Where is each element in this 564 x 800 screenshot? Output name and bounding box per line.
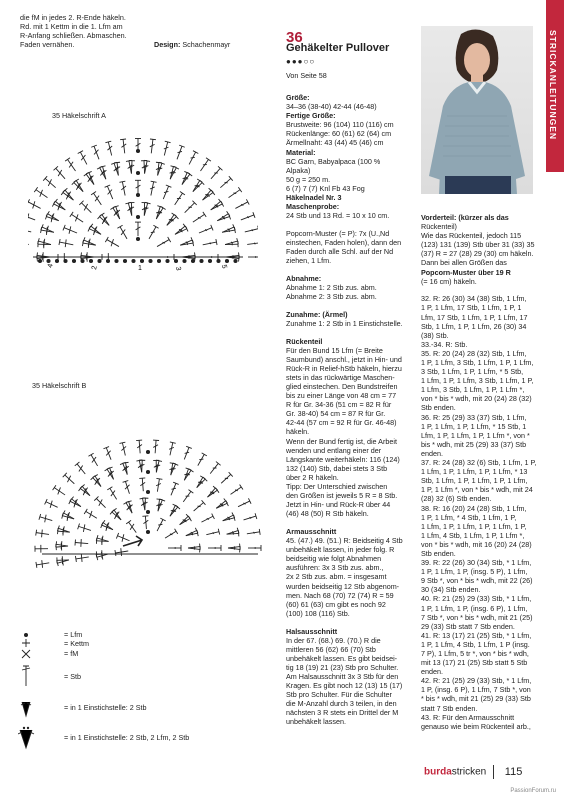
instruction-line: 7 P), 1 Lfm, 5 tr *, von * bis * wdh, — [421, 649, 529, 658]
instruction-line: Wie das Rückenteil, jedoch 115 — [421, 231, 522, 241]
instruction-line: 3 Stb, 1 Lfm, 1 P, 1 Lfm, * 5 Stb, — [421, 367, 524, 377]
instruction-line: Längskante weiterhäkeln: 116 (124) — [286, 454, 400, 464]
instruction-line: Ärmellnaht: 43 (44) 45 (46) cm — [286, 138, 384, 148]
instruction-line: (123) 131 (139) Stb über 31 (33) 35 — [421, 240, 535, 250]
instruction-line: Rück-R in Relief-hStb häkeln, hierzu — [286, 363, 402, 373]
instruction-line: enden. — [421, 448, 443, 458]
difficulty-rating: ●●●○○ — [286, 57, 316, 66]
instruction-line: Armausschnitt — [286, 527, 337, 536]
instruction-line: Stb pro Schulter. Für die Schulter — [286, 690, 392, 700]
intro-line: R-Anfang schließen. Abmaschen. — [20, 31, 127, 41]
instruction-line: 45. (47.) 49. (51.) R: Beidseitig 4 Stb — [286, 536, 403, 546]
instruction-line: 1 P, 1 Lfm, 1 P, (insg. 6 P), 1 Lfm, — [421, 603, 528, 613]
instruction-line: 42. R: 21 (25) 29 (33) Stb, * 1 Lfm, — [421, 676, 532, 686]
instruction-line: 7 Stb *, von * bis * wdh, mit 21 (25) — [421, 612, 533, 622]
chart-b-title: 35 Häkelschrift B — [32, 381, 87, 390]
instruction-line: Brustweite: 96 (104) 110 (116) cm — [286, 120, 394, 130]
instructions-column-2 — [421, 213, 546, 731]
instruction-line: 50 g = 250 m. — [286, 174, 331, 184]
instruction-line: unbehäkelt lassen, in jeder folg. R — [286, 545, 395, 555]
instruction-line: 6 (7) 7 (7) Knl Fb 43 Fog — [286, 183, 365, 193]
instruction-line: In der 67. (68.) 69. (70.) R die — [286, 635, 381, 645]
instruction-line: Stb, 1 Lfm, 1 P, 1 Lfm, 26 (30) 34 — [421, 321, 527, 331]
instruction-line: 30 (34) Stb enden. — [421, 585, 481, 595]
instruction-line: 1 P, 1 Lfm, * 4 Stb, 1 Lfm, 1 P, — [421, 512, 517, 522]
instruction-line: Abnahme: — [286, 273, 322, 283]
design-credit — [154, 40, 230, 49]
footer-brand-bold: burda — [424, 766, 452, 778]
instruction-line: (60) 61 (63) cm gibt es noch 92 — [286, 599, 386, 609]
instruction-line: 1 P, 1 Lfm, 1 P, 1 Lfm, * 15 Stb, 1 — [421, 421, 527, 431]
instruction-line — [286, 301, 416, 310]
instruction-line: 32. R: 26 (30) 34 (38) Stb, 1 Lfm, — [421, 294, 527, 304]
chart-a-row-number: 2 — [91, 265, 99, 271]
instruction-line: Abnahme 1: 2 Stb zus. abm. — [286, 282, 377, 292]
instruction-line: genauso wie beim Rückenteil arb., — [421, 721, 531, 731]
chart-a-title: 35 Häkelschrift A — [52, 111, 106, 120]
instruction-line: ausführen: 3x 3 Stb zus. abm., — [286, 563, 384, 573]
instruction-line — [286, 328, 416, 337]
instruction-line: Größe: — [286, 93, 310, 102]
instruction-line: Am Halsausschnitt 3x 3 Stb für den — [286, 672, 399, 681]
slip-stitch-icon — [22, 639, 30, 647]
instruction-line: wurden beidseitig 12 Stb abgenom- — [286, 581, 400, 591]
instruction-line: (= 16 cm) häkeln. — [421, 276, 477, 286]
single-crochet-icon — [22, 650, 30, 658]
instruction-line: Rückenteil — [286, 336, 323, 346]
instruction-line: Jetzt in Hin- und Rück-R über 44 — [286, 500, 391, 510]
two-dc-same-stitch-icon — [21, 702, 31, 716]
instruction-line: 132 (140) Stb, dabei stets 3 Stb — [286, 463, 388, 473]
page-footer — [424, 765, 522, 779]
legend-chain: = Lfm — [64, 630, 83, 639]
intro-text — [20, 13, 127, 49]
instruction-line: Popcorn-Muster (= P): 7x (U.,Nd — [286, 228, 390, 238]
instruction-line: enden. — [421, 667, 443, 677]
instruction-line: von * bis * wdh, mit 20 (24) 28 (32) — [421, 394, 532, 404]
instruction-line: Dann bei allen Größen das — [421, 258, 507, 268]
instruction-line: 33.-34. R: Stb. — [421, 339, 468, 349]
instruction-line: Wenn der Bund fertig ist, die Arbeit — [286, 436, 397, 446]
legend-2dc2ch2dc: = in 1 Einstichstelle: 2 Stb, 2 Lfm, 2 Stb — [64, 733, 190, 742]
instruction-line: tig 18 (19) 21 (23) Stb pro Schulter. — [286, 662, 399, 672]
instruction-line: über 2 R häkeln. — [286, 472, 339, 482]
instruction-line — [286, 518, 416, 527]
instruction-line: 37. R: 24 (28) 32 (6) Stb, 1 Lfm, 1 P, — [421, 458, 537, 468]
section-tab — [546, 0, 564, 172]
instruction-line: Stb enden. — [421, 403, 456, 413]
instruction-line: Faden durch alle Schl. auf der Nd — [286, 247, 394, 257]
model-photo — [421, 26, 533, 194]
instruction-line: Lfm, 1 P, 1 Lfm, 1 P, 1 Lfm *, von * — [421, 430, 530, 440]
instruction-line: Saumbund) anschl., jetzt in Hin- und — [286, 354, 402, 364]
intro-line: die fM in jedes 2. R-Ende häkeln. — [20, 13, 126, 22]
instruction-line: Stb enden. — [421, 548, 456, 558]
instruction-line: (46) 48 (50) R Stb häkeln. — [286, 509, 369, 519]
legend-sc: = fM — [64, 649, 79, 658]
instruction-line: 36. R: 25 (29) 33 (37) Stb, 1 Lfm, — [421, 412, 527, 422]
instruction-line: 1 P, 1 Lfm, 3 Stb, 1 Lfm, 1 P, 1 Lfm, — [421, 358, 534, 367]
instruction-line: glied einstechen. Den Bundstreifen — [286, 382, 398, 391]
instruction-line: Zunahme: (Ärmel) — [286, 309, 348, 319]
instruction-line: 1 P, 1 Lfm, 17 Stb, 1 Lfm, 1 P, 1 — [421, 303, 522, 313]
instruction-line: (28) 32 (6) Stb enden. — [421, 494, 492, 504]
instruction-line: 24 Stb und 13 Rd. = 10 x 10 cm. — [286, 211, 390, 221]
pattern-number: 36 — [286, 29, 303, 46]
intro-line: Faden vernähen. — [20, 40, 75, 50]
instruction-line — [286, 618, 416, 627]
instruction-line: Halsausschnitt — [286, 626, 338, 636]
design-value: Schachenmayr — [182, 40, 231, 49]
instruction-line: 43. R: Für den Armausschnitt — [421, 712, 515, 722]
instruction-line: unbehäkelt lassen. Es gibt beidsei- — [286, 653, 398, 663]
instruction-line — [421, 286, 546, 295]
instruction-line: 1 Lfm, 1 P, 1 Lfm, 1 P, 1 Lfm, * 13 — [421, 467, 528, 477]
instruction-line: einstechen, Faden holen), dann den — [286, 238, 402, 247]
instruction-line: Für den Bund 15 Lfm (= Breite — [286, 345, 383, 355]
instruction-line: men. Nach 68 (70) 72 (74) R = 59 — [286, 590, 394, 600]
instruction-line: Abnahme 2: 3 Stb zus. abm. — [286, 292, 377, 302]
watermark: PassionForum.ru — [510, 788, 556, 794]
footer-brand-rest: stricken — [451, 766, 487, 778]
instruction-line: Rückenteil) — [421, 222, 457, 232]
legend-symbols — [18, 630, 48, 770]
instruction-line: 2x 2 Stb zus. abm. = insgesamt — [286, 572, 387, 582]
instruction-line — [286, 265, 416, 274]
two-dc-two-ch-two-dc-icon — [18, 730, 34, 748]
instruction-line: Tipp: Der Unterschied zwischen — [286, 482, 388, 492]
instruction-line: bis zu einer Länge von 48 cm = 77 — [286, 391, 397, 401]
instruction-line: Stb, 1 Lfm, 1 P, 1 Lfm, 1 P, 1 Lfm, — [421, 476, 528, 486]
instruction-line: 35. R: 20 (24) 28 (32) Stb, 1 Lfm, — [421, 348, 527, 358]
chart-a-row-number: 3 — [174, 266, 182, 272]
chart-a-row-number: 5 — [220, 264, 228, 270]
instruction-line: 1 Lfm, 1 P, 1 Lfm, 1 P, 1 Lfm, 1 P, — [421, 521, 527, 531]
instruction-line: R für Gr. 34-36 (51 cm = 82 R für — [286, 400, 392, 410]
instruction-line: häkeln. — [286, 427, 310, 437]
instruction-line: von * bis * wdh, mit 16 (20) 24 (28) — [421, 539, 532, 549]
chain-stitch-icon — [24, 633, 28, 637]
legend-slip: = Kettm — [64, 639, 89, 648]
chart-a-row-number: 4 — [47, 263, 55, 269]
instruction-line: 1 Lfm, 4 Stb, 1 Lfm, 1 P, 1 Lfm *, — [421, 530, 525, 540]
instruction-line: BC Garn, Babyalpaca (100 % — [286, 156, 381, 166]
instruction-line: 39. R: 22 (26) 30 (34) Stb, * 1 Lfm, — [421, 558, 532, 568]
instruction-line: 42-44 (57 cm = 92 R für Gr. 46-48) — [286, 418, 397, 428]
instruction-line: 9 Stb *, von * bis * wdh, mit 22 (26) — [421, 576, 533, 586]
instruction-line: 34–36 (38-40) 42-44 (46-48) — [286, 102, 377, 112]
instruction-line: die M-Anzahl durch 3 teilen, in den — [286, 699, 397, 709]
instruction-line: mittleren 56 (62) 66 (70) Stb — [286, 644, 376, 654]
pattern-title: Gehäkelter Pullover — [286, 42, 390, 54]
page-number: 115 — [504, 765, 523, 778]
instruction-line: 1 Lfm, 3 Stb, 1 Lfm, 1 P, 1 Lfm *, — [421, 385, 525, 395]
instruction-line: 1 P, 1 Lfm, 1 P, (insg. 5 P), 1 Lfm, — [421, 567, 528, 577]
instruction-line: wenden und entlang einer der — [286, 445, 382, 455]
instruction-line: 40. R: 21 (25) 29 (33) Stb, * 1 Lfm, — [421, 594, 532, 604]
instruction-line — [286, 220, 416, 229]
section-tab-label: STRICKANLEITUNGEN — [548, 30, 558, 141]
instruction-line: 1 P, (insg. 6 P), 1 Lfm, 7 Stb *, von — [421, 685, 531, 695]
double-crochet-icon — [22, 666, 30, 686]
instruction-line: * bis * wdh, mit 21 (25) 29 (33) Stb — [421, 694, 531, 704]
instruction-line: (38) Stb. — [421, 330, 449, 340]
instruction-line: Alpaka) — [286, 165, 311, 175]
instruction-line: Rückenlänge: 60 (61) 62 (64) cm — [286, 129, 392, 139]
design-label: Design: — [154, 40, 181, 49]
instruction-line: (37) R = 27 (28) 29 (30) cm häkeln. — [421, 249, 534, 259]
instruction-line: den Größen ist jeweils 5 R = 8 Stb. — [286, 491, 398, 501]
instruction-line: nächsten 3 R stets ein Drittel der M — [286, 708, 399, 718]
instruction-line: 1 P, 1 Lfm *, von * bis * wdh, mit 24 — [421, 485, 533, 495]
instruction-line: beidseitig wie folgt Abnahmen — [286, 554, 382, 564]
instruction-line: ziehen, 1 Lfm. — [286, 256, 332, 266]
chart-a-row-number: 1 — [138, 265, 142, 272]
instruction-line: 29 (33) Stb statt 7 Stb enden. — [421, 621, 515, 631]
instruction-line: mit 13 (17) 21 (25) Stb statt 5 Stb — [421, 658, 528, 668]
instruction-line: unbehäkelt lassen. — [286, 717, 346, 727]
instruction-line: Kragen. Es gibt noch 12 (13) 15 (17) — [286, 681, 403, 691]
model-illustration — [421, 26, 533, 194]
instructions-column-1 — [286, 93, 416, 727]
instruction-line: Material: — [286, 147, 316, 157]
instruction-line: Häkelnadel Nr. 3 — [286, 193, 342, 203]
instruction-line: 38. R: 16 (20) 24 (28) Stb, 1 Lfm, — [421, 503, 527, 513]
instruction-line: Popcorn-Muster über 19 R — [421, 267, 511, 277]
instruction-line: Fertige Größe: — [286, 111, 336, 121]
instruction-line: (100) 108 (116) Stb. — [286, 608, 350, 618]
instruction-line: Lfm, 17 Stb, 1 Lfm, 1 P, 1 Lfm, 17 — [421, 312, 528, 322]
instruction-line: bis * wdh, mit 25 (29) 33 (37) Stb — [421, 439, 527, 449]
from-page: Von Seite 58 — [286, 71, 327, 80]
legend-dc: = Stb — [64, 672, 81, 681]
instruction-line: 1 Lfm, 1 P, 1 Lfm, 3 Stb, 1 Lfm, 1 P, — [421, 376, 534, 386]
instruction-line: Vorderteil: (kürzer als das — [421, 213, 509, 222]
instruction-line: 41. R: 13 (17) 21 (25) Stb, * 1 Lfm, — [421, 630, 532, 640]
instruction-line: Maschenprobe: — [286, 202, 340, 212]
crochet-chart-b — [28, 396, 268, 576]
instruction-line: stets in das rückwärtige Maschen- — [286, 372, 395, 382]
legend-2dc: = in 1 Einstichstelle: 2 Stb — [64, 703, 147, 712]
crochet-chart-a — [28, 125, 258, 275]
instruction-line: Zunahme 1: 2 Stb in 1 Einstichstelle. — [286, 318, 403, 328]
instruction-line: 1 P, 1 Lfm, 4 Stb, 1 Lfm, 1 P (insg. — [421, 639, 530, 649]
instruction-line: Gr. 38-40) 54 cm = 87 R für Gr. — [286, 409, 386, 419]
intro-line: Rd. mit 1 Kettm in die 1. Lfm am — [20, 22, 123, 32]
instruction-line: statt 7 Stb enden. — [421, 703, 478, 713]
